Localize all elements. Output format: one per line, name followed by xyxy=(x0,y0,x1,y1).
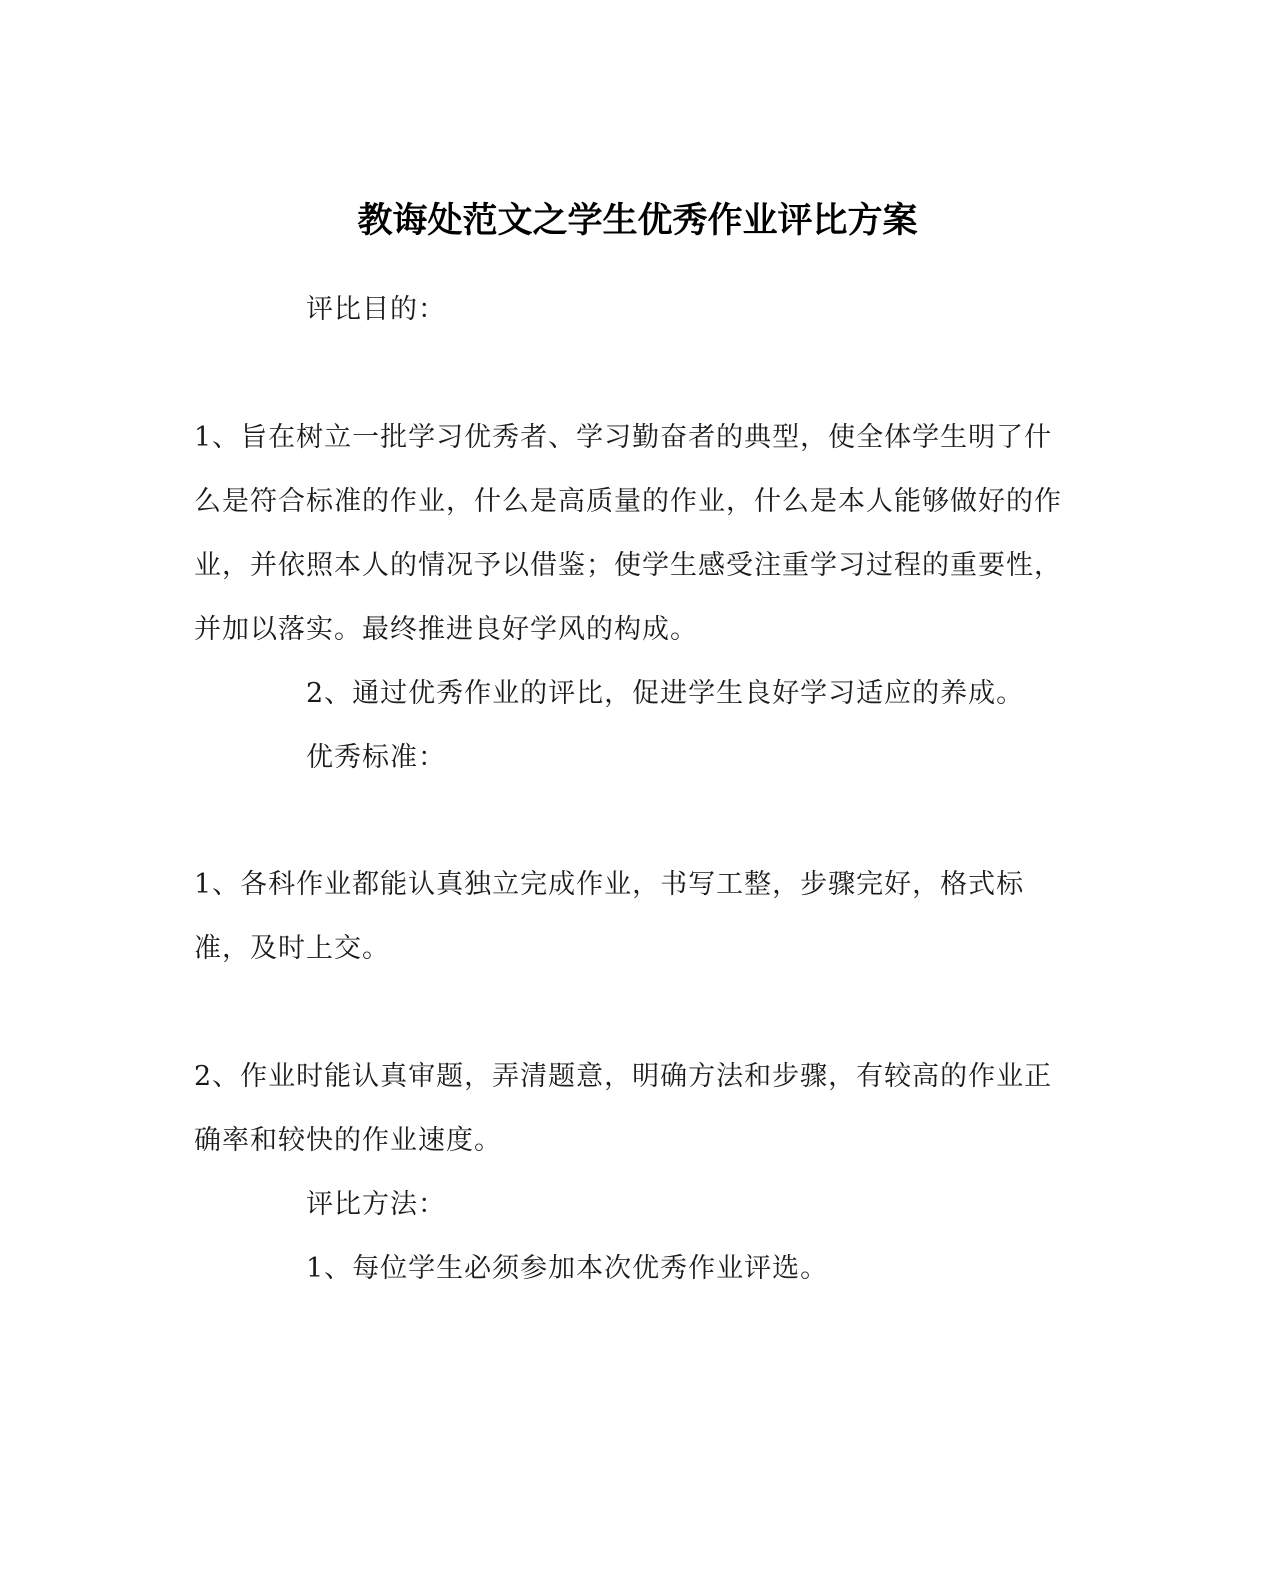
paragraph-purpose-1: 1、旨在树立一批学习优秀者、学习勤奋者的典型，使全体学生明了什么是符合标准的作业，什么是高质量的作业，什么是本人能够做好的作业，并依照本人的情况予以借鉴；使学生感受注重学习过程的重要性，并加以落实。最终推进良好学风的构成。 xyxy=(194,422,1062,645)
paragraph-purpose-2: 2、通过优秀作业的评比，促进学生良好学习适应的养成。 xyxy=(306,678,1025,709)
paragraph-standard-2: 2、作业时能认真审题，弄清题意，明确方法和步骤，有较高的作业正确率和较快的作业速度。 xyxy=(194,1061,1053,1156)
section-heading-purpose: 评比目的： xyxy=(306,294,446,325)
section-heading-standards: 优秀标准： xyxy=(306,742,446,773)
section-heading-method: 评比方法： xyxy=(306,1189,446,1220)
paragraph-standard-1: 1、各科作业都能认真独立完成作业，书写工整，步骤完好，格式标准，及时上交。 xyxy=(194,869,1025,964)
paragraph-method-1: 1、每位学生必须参加本次优秀作业评选。 xyxy=(306,1253,829,1284)
document-title: 教诲处范文之学生优秀作业评比方案 xyxy=(357,200,918,242)
